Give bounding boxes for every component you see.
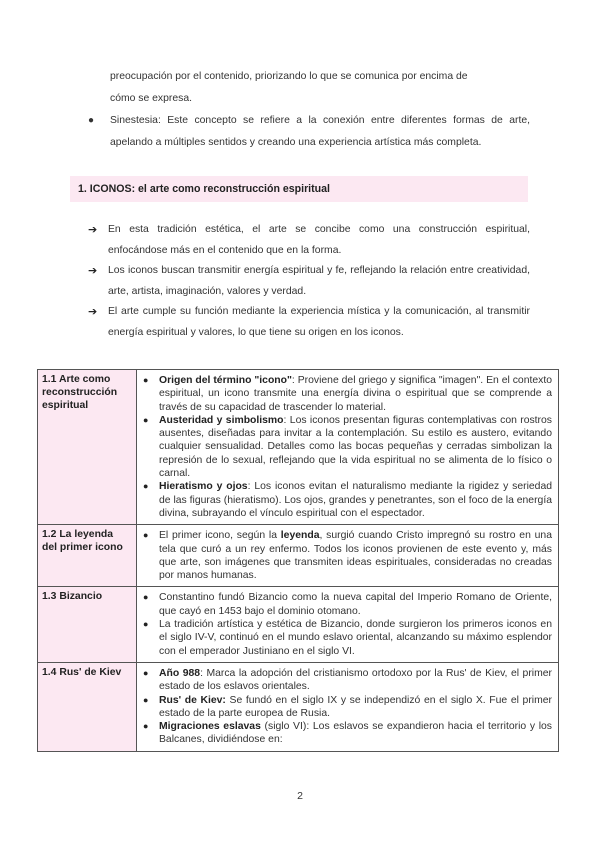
item-text: , surgió cuando Cristo impregnó su rostro en una tela que curó a un rey enfermo. Todos los iconos provienen de este evento y, más que arte, son imágenes que transmiten ideas espirituales, consideradas no creadas por manos humanas. (159, 530, 552, 582)
bullet-icon: ● (143, 375, 149, 385)
item-bold: leyenda (280, 530, 320, 542)
arrow-item-text: Los iconos buscan transmitir energía espiritual y fe, reflejando la relación entre creatividad, arte, artista, imaginación, valores y verdad. (108, 265, 530, 297)
arrow-item (88, 302, 530, 343)
item-bold: Hieratismo y ojos (159, 481, 248, 493)
bullet-icon: ● (88, 115, 95, 126)
sinestesia-bullet (88, 110, 530, 154)
row-label: 1.1 Arte como reconstrucción espiritual (38, 370, 137, 525)
sections-table (37, 369, 559, 752)
item-text: (siglo VI): Los eslavos se expandieron hacia el territorio y los Balcanes, dividiéndose en: (159, 721, 552, 746)
table-row (38, 662, 559, 751)
item-bold: Origen del término "icono" (159, 375, 292, 386)
section-heading: 1. ICONOS: el arte como reconstrucción espiritual (70, 176, 528, 202)
bullet-icon: ● (143, 694, 149, 705)
item-text: : Los iconos evitan el naturalismo mediante la rigidez y seriedad de las figuras (hieratismo). Los ojos, grandes y penetrantes, son el foco de la energía divina, subrayando el vínculo espiritual con el espectador. (159, 481, 552, 519)
sinestesia-label: Sinestesia (110, 115, 158, 126)
item-text: : Marca la adopción del cristianismo ortodoxo por la Rus' de Kiev, el primer estado de los eslavos orientales. (159, 667, 552, 693)
arrow-item (88, 220, 530, 261)
arrow-right-icon: ➔ (88, 306, 98, 318)
row-label: 1.2 La leyenda del primer icono (38, 525, 137, 587)
list-item (143, 480, 552, 520)
item-bold: Austeridad y simbolismo (159, 414, 284, 426)
continuation-line-1: preocupación por el contenido, priorizando lo que se comunica por encima de (110, 71, 468, 82)
arrow-item (88, 261, 530, 302)
item-bold: Rus' de Kiev: (159, 694, 226, 706)
page-number: 2 (297, 790, 303, 802)
arrow-right-icon: ➔ (88, 265, 98, 277)
row-content (137, 525, 559, 587)
item-text: Constantino fundó Bizancio como la nueva capital del Imperio Romano de Oriente, que cayó en 1453 bajo el dominio otomano. (159, 592, 552, 617)
bullet-icon: ● (143, 619, 149, 630)
list-item (143, 618, 552, 658)
arrow-right-icon: ➔ (88, 224, 98, 236)
item-text: Se fundó en el siglo IX y se independizó en el siglo X. Fue el primer estado de la parte europea de Rusia. (159, 694, 552, 719)
list-item (143, 414, 552, 480)
list-item (143, 374, 552, 414)
continuation-line-2: cómo se expresa. (110, 93, 193, 104)
bullet-icon: ● (143, 481, 149, 492)
bullet-icon: ● (143, 721, 149, 732)
item-text: La tradición artística y estética de Bizancio, donde surgieron los primeros iconos en el siglo IV-V, continuó en el mundo eslavo oriental, alcanzando su máximo esplendor con el emperador Justiniano en el siglo VI. (159, 619, 552, 657)
item-text: : Los iconos presentan figuras contemplativas con rostros ausentes, diseñadas para invitar a la contemplación. Su estilo es austero, evitando cualquier sensualidad. Detalles como las bocas pequeñas y cerradas simbolizan la represión de lo sexual, reflejando que la vida espiritual no se alimenta de lo físico o carnal. (159, 414, 552, 480)
row-label: 1.3 Bizancio (38, 587, 137, 662)
bullet-icon: ● (143, 592, 149, 603)
table-row (38, 525, 559, 587)
item-pre: El primer icono, según la (159, 530, 281, 542)
bullet-icon: ● (143, 530, 149, 541)
sinestesia-description: : Este concepto se refiere a la conexión entre diferentes formas de arte, apelando a múltiples sentidos y creando una experiencia artística más completa. (110, 115, 530, 148)
item-bold: Migraciones eslavas (159, 721, 261, 733)
row-label: 1.4 Rus' de Kiev (38, 662, 137, 751)
item-bold: Año 988 (159, 667, 201, 679)
arrow-item-text: El arte cumple su función mediante la experiencia mística y la comunicación, al transmitir energía espiritual y valores, lo que tiene su origen en los iconos. (108, 306, 530, 338)
row-content (137, 662, 559, 751)
item-text: : Proviene del griego y significa "imagen". En el contexto espiritual, un icono transmite una energía divina o espiritual que se comprende a través de su capacidad de trascender lo material. (159, 375, 552, 413)
table-row (38, 587, 559, 662)
bullet-icon: ● (143, 667, 149, 678)
list-item (143, 720, 552, 747)
bullet-icon: ● (143, 414, 149, 425)
arrow-list (88, 220, 530, 343)
table-row (38, 370, 559, 525)
list-item (143, 529, 552, 582)
sinestesia-text (110, 110, 530, 154)
row-content (137, 370, 559, 525)
arrow-item-text: En esta tradición estética, el arte se concibe como una construcción espiritual, enfocándose más en el contenido que en la forma. (108, 224, 530, 256)
row-content (137, 587, 559, 662)
list-item (143, 591, 552, 618)
list-item (143, 667, 552, 694)
list-item (143, 694, 552, 721)
